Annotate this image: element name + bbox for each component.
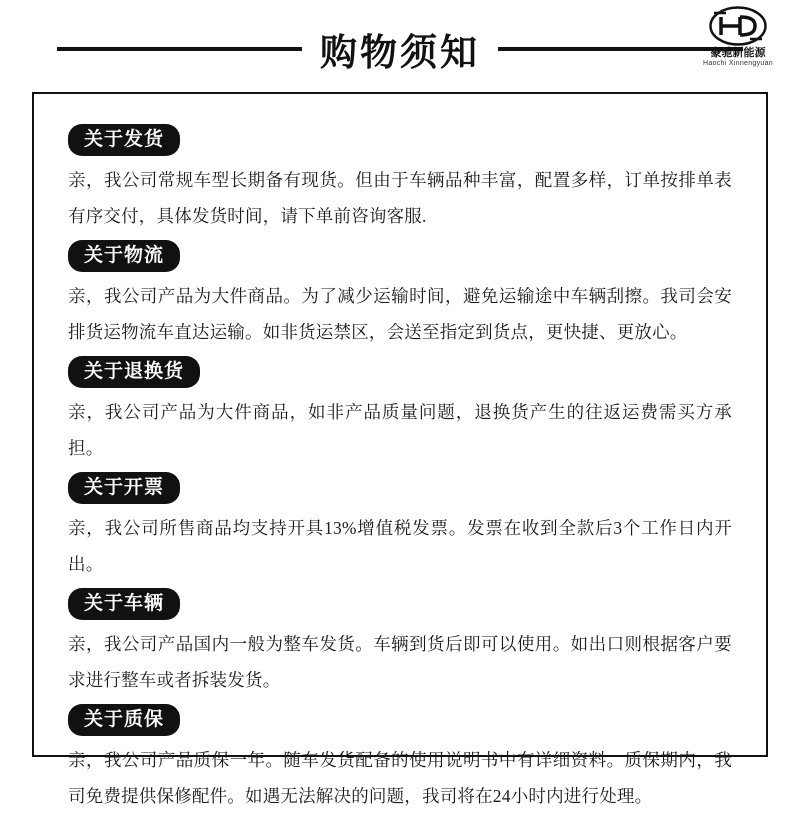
section-text: 亲，我公司产品国内一般为整车发货。车辆到货后即可以使用。如出口则根据客户要求进行整车或者拆装发货。 (68, 634, 732, 690)
section-tag: 关于物流 (68, 240, 180, 272)
section-tag: 关于退换货 (68, 356, 200, 388)
section-tag: 关于开票 (68, 472, 180, 504)
section-tag: 关于车辆 (68, 588, 180, 620)
page-title: 购物须知 (320, 31, 480, 74)
section-tag: 关于发货 (68, 124, 180, 156)
brand-name-cn: 豪驰新能源 (710, 46, 766, 59)
brand-block (690, 6, 786, 68)
section-tag: 关于质保 (68, 704, 180, 736)
section-text: 亲，我公司产品为大件商品，如非产品质量问题，退换货产生的往返运费需买方承担。 (68, 402, 732, 458)
page-header (0, 0, 800, 92)
section-text: 亲，我公司常规车型长期备有现货。但由于车辆品种丰富，配置多样，订单按排单表有序交付，具体发货时间，请下单前咨询客服. (68, 170, 732, 226)
notice-section-returns (68, 356, 732, 466)
notice-section-vehicle (68, 588, 732, 698)
notice-section-invoice (68, 472, 732, 582)
section-text: 亲，我公司产品质保一年。随车发货配备的使用说明书中有详细资料。质保期内，我司免费提供保修配件。如遇无法解决的问题，我司将在24小时内进行处理。 (68, 750, 732, 806)
car-brand-logo-icon (709, 6, 767, 46)
notice-section-logistics (68, 240, 732, 350)
title-rule-left (57, 47, 302, 51)
section-text: 亲，我公司产品为大件商品。为了减少运输时间，避免运输途中车辆刮擦。我司会安排货运物流车直达运输。如非货运禁区，会送至指定到货点，更快捷、更放心。 (68, 286, 732, 342)
notice-section-shipping (68, 124, 732, 234)
section-text: 亲，我公司所售商品均支持开具13%增值税发票。发票在收到全款后3个工作日内开出。 (68, 518, 732, 574)
title-row (0, 16, 800, 76)
brand-name-en: Haochi Xinnengyuan (702, 60, 773, 67)
notice-card (32, 92, 768, 806)
notice-section-warranty (68, 704, 732, 814)
